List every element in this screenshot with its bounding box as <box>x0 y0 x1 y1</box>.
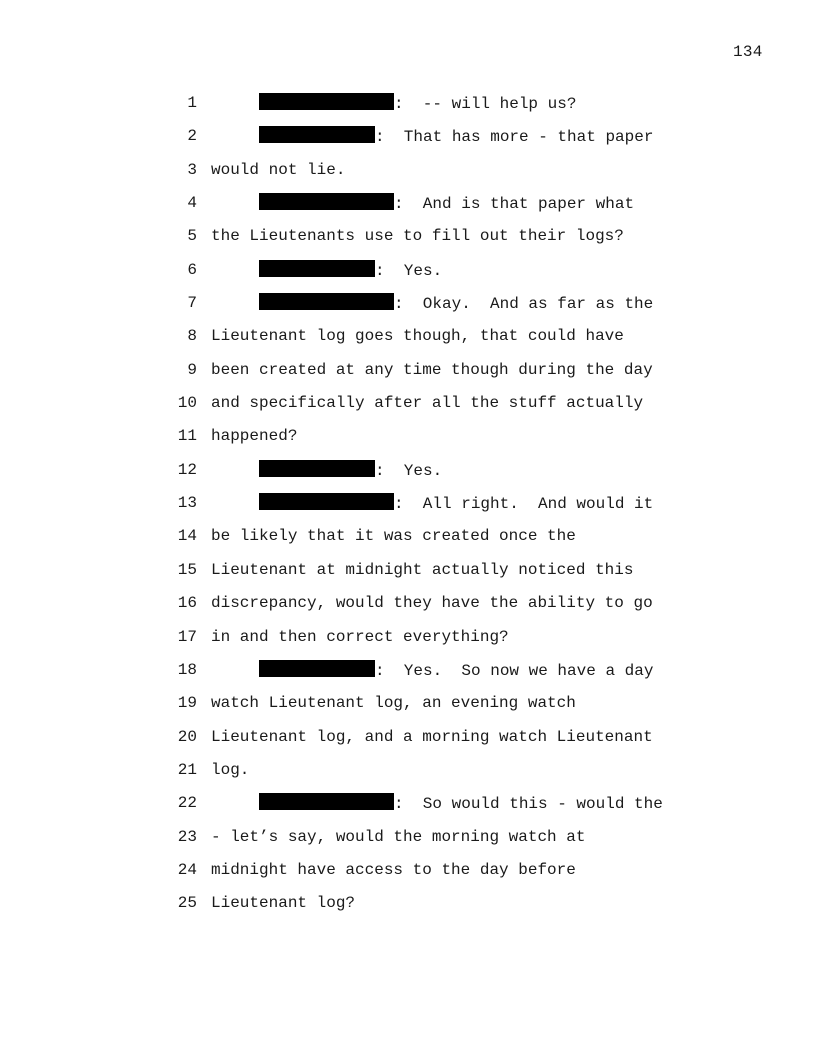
redacted-speaker-name <box>259 660 375 677</box>
line-text-container <box>211 693 576 713</box>
line-number: 12 <box>177 460 197 479</box>
line-text: : Yes. <box>375 261 443 280</box>
redacted-speaker-name <box>259 126 375 143</box>
line-number: 15 <box>177 560 197 579</box>
line-text: the Lieutenants use to fill out their logs? <box>211 227 624 246</box>
line-text: discrepancy, would they have the ability to go <box>211 594 653 613</box>
transcript-line <box>0 693 816 726</box>
speaker-line <box>259 660 653 681</box>
line-text: : So would this - would the <box>394 795 663 814</box>
transcript-line <box>0 627 816 660</box>
line-text-container <box>211 827 585 847</box>
line-text-container <box>211 526 576 546</box>
line-number: 20 <box>177 727 197 746</box>
line-text: log. <box>211 760 250 779</box>
line-number: 1 <box>187 94 197 112</box>
transcript-line <box>0 827 816 860</box>
line-number: 7 <box>187 294 197 313</box>
transcript-line <box>0 193 816 226</box>
line-text: Lieutenant log goes though, that could have <box>211 327 624 346</box>
line-number: 19 <box>177 694 197 713</box>
redacted-speaker-name <box>259 260 375 277</box>
transcript-line <box>0 560 816 593</box>
line-text: happened? <box>211 427 298 446</box>
line-text: : All right. And would it <box>394 495 654 514</box>
line-number: 11 <box>177 427 197 446</box>
line-text: : Yes. <box>375 461 443 480</box>
redacted-speaker-name <box>259 193 394 210</box>
line-number: 13 <box>177 494 197 513</box>
line-text-container <box>211 326 624 346</box>
line-text: - let’s say, would the morning watch at <box>211 827 586 846</box>
transcript-line <box>0 727 816 760</box>
transcript-line <box>0 760 816 793</box>
line-number: 18 <box>177 660 197 679</box>
line-text: : Okay. And as far as the <box>394 295 654 314</box>
line-text-container <box>211 860 576 880</box>
line-text-container <box>211 360 653 380</box>
line-text: Lieutenant log? <box>211 894 356 913</box>
line-text-container <box>211 893 355 913</box>
redacted-speaker-name <box>259 93 394 110</box>
transcript-line <box>0 860 816 893</box>
redacted-speaker-name <box>259 493 394 510</box>
line-text: watch Lieutenant log, an evening watch <box>211 694 576 713</box>
line-text-container <box>211 760 249 780</box>
line-number: 14 <box>177 527 197 546</box>
line-text: be likely that it was created once the <box>211 527 576 546</box>
line-text-container <box>211 226 624 246</box>
line-text-container <box>211 593 653 613</box>
transcript-line <box>0 793 816 826</box>
transcript-line <box>0 226 816 259</box>
transcript-line <box>0 526 816 559</box>
transcript-line <box>0 393 816 426</box>
page-number: 134 <box>733 43 763 61</box>
transcript-line <box>0 160 816 193</box>
line-text: and specifically after all the stuff actually <box>211 394 644 413</box>
line-text-container <box>211 426 297 446</box>
line-number: 9 <box>187 360 197 379</box>
line-text: in and then correct everything? <box>211 627 509 646</box>
line-number: 6 <box>187 260 197 279</box>
transcript-line <box>0 260 816 293</box>
transcript-line <box>0 493 816 526</box>
line-number: 16 <box>177 594 197 613</box>
speaker-line <box>259 293 653 314</box>
speaker-line <box>259 126 653 147</box>
speaker-line <box>259 493 653 514</box>
line-text: : -- will help us? <box>394 95 577 113</box>
line-text-container <box>211 393 643 413</box>
speaker-line <box>259 460 442 481</box>
transcript-line <box>0 293 816 326</box>
transcript-line <box>0 360 816 393</box>
line-number: 25 <box>177 894 197 913</box>
line-text: : And is that paper what <box>394 195 635 214</box>
line-text: would not lie. <box>211 160 346 179</box>
transcript-line <box>0 593 816 626</box>
line-text-container <box>211 560 633 580</box>
line-number: 24 <box>177 860 197 879</box>
line-text-container <box>211 627 509 647</box>
line-number: 17 <box>177 627 197 646</box>
line-text-container <box>211 160 345 180</box>
speaker-line <box>259 193 634 214</box>
line-text: midnight have access to the day before <box>211 860 576 879</box>
line-text: : Yes. So now we have a day <box>375 661 654 680</box>
transcript-line <box>0 126 816 159</box>
line-number: 21 <box>177 760 197 779</box>
redacted-speaker-name <box>259 793 394 810</box>
redacted-speaker-name <box>259 293 394 310</box>
line-number: 5 <box>187 227 197 246</box>
line-number: 4 <box>187 194 197 213</box>
transcript-line <box>0 893 816 926</box>
line-text: been created at any time though during the day <box>211 360 653 379</box>
transcript-body <box>0 93 816 927</box>
line-text-container <box>211 727 653 747</box>
transcript-line <box>0 426 816 459</box>
speaker-line <box>259 793 663 814</box>
transcript-line <box>0 326 816 359</box>
line-number: 8 <box>187 327 197 346</box>
line-text: : That has more - that paper <box>375 128 654 147</box>
transcript-line <box>0 660 816 693</box>
line-number: 23 <box>177 827 197 846</box>
speaker-line <box>259 260 442 281</box>
line-text: Lieutenant log, and a morning watch Lieutenant <box>211 727 653 746</box>
transcript-line <box>0 93 816 126</box>
line-number: 22 <box>177 794 197 813</box>
redacted-speaker-name <box>259 460 375 477</box>
line-number: 3 <box>187 160 197 179</box>
transcript-line <box>0 460 816 493</box>
line-number: 10 <box>177 394 197 413</box>
speaker-line <box>259 93 576 114</box>
line-text: Lieutenant at midnight actually noticed this <box>211 560 634 579</box>
line-number: 2 <box>187 127 197 146</box>
